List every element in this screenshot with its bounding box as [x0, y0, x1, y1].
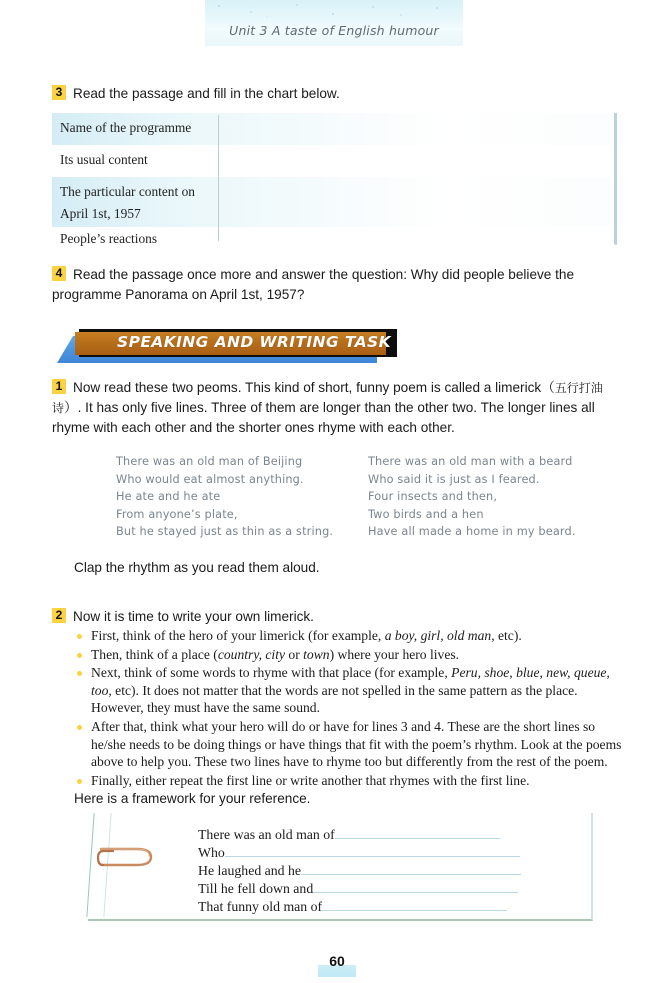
poem-right-line-1: There was an old man with a beard: [368, 455, 573, 468]
framework-blank-5[interactable]: [322, 897, 507, 911]
framework-intro-text: Here is a framework for your reference.: [74, 791, 311, 806]
page-number: 60: [329, 953, 345, 969]
limerick-steps-list: [74, 627, 626, 790]
chart-row-label-usual-content: Its usual content: [60, 152, 148, 167]
chart-answer-cell-1[interactable]: [219, 113, 614, 145]
exercise-2-number: 2: [52, 608, 66, 623]
poem-right: [368, 453, 576, 541]
exercise-1-text-part2: ）. It has only five lines. Three of them are longer than the other two. The longer lines all rhyme with each other and the shorter ones rhyme with each other.: [52, 400, 595, 435]
poem-left-line-2: Who would eat almost anything.: [116, 472, 304, 486]
chart-row-label-particular-content-line1: The particular content on: [60, 184, 195, 199]
chart-row-label-programme-name: Name of the programme: [60, 120, 192, 135]
exercise-1-text-part1: Now read these two peoms. This kind of short, funny poem is called a limerick（: [73, 380, 555, 395]
exercise-3-instruction: [52, 84, 622, 104]
section-banner-title: SPEAKING AND WRITING TASK: [117, 333, 391, 351]
poem-right-line-5: Have all made a home in my beard.: [368, 525, 576, 539]
running-head: [205, 0, 463, 46]
section-banner: [57, 329, 397, 365]
framework-line-5-text: That funny old man of: [198, 899, 323, 914]
exercise-3-text: Read the passage and fill in the chart below.: [73, 86, 340, 101]
page-number-box: [318, 950, 356, 977]
framework-answer-lines: [198, 825, 578, 915]
poem-right-line-2: Who said it is just as I feared.: [368, 472, 540, 486]
poem-left-line-5: But he stayed just as thin as a string.: [116, 525, 334, 539]
framework-line-1-text: There was an old man of: [198, 827, 335, 842]
framework-blank-1[interactable]: [335, 825, 500, 839]
framework-line-2-text: Who: [198, 845, 225, 860]
chart-answer-cell-2[interactable]: [219, 145, 614, 177]
list-item: Finally, either repeat the first line or write another that rhymes with the first line.: [74, 772, 626, 790]
exercise-1-instruction: [52, 378, 632, 438]
chart-row-label-peoples-reactions: People’s reactions: [60, 231, 158, 246]
poem-closing-instruction: Clap the rhythm as you read them aloud.: [74, 560, 320, 575]
exercise-3-number: 3: [52, 85, 66, 100]
framework-line-5: [198, 897, 578, 915]
poem-left-line-4: From anyone’s plate,: [116, 507, 238, 521]
paperclip-icon: [97, 842, 155, 872]
framework-blank-4[interactable]: [313, 879, 518, 893]
limerick-framework-note: [88, 813, 593, 921]
exercise-1-number: 1: [52, 379, 66, 394]
running-head-texture: [205, 0, 463, 22]
framework-blank-2[interactable]: [225, 843, 520, 857]
framework-line-2: [198, 843, 578, 861]
limerick-steps-ul: [74, 627, 626, 789]
framework-blank-3[interactable]: [301, 861, 521, 875]
chart-row-label-particular-content-line2: April 1st, 1957: [60, 206, 141, 221]
poem-left-line-1: There was an old man of Beijing: [116, 455, 303, 468]
exercise-1-chinese-gloss: 五行打油诗: [52, 381, 603, 415]
framework-line-3: [198, 861, 578, 879]
poem-left-line-3: He ate and he ate: [116, 490, 221, 504]
exercise-2-instruction: [52, 607, 632, 627]
exercise-4-instruction: [52, 265, 632, 305]
list-item: Next, think of some words to rhyme with that place (for example, Peru, shoe, blue, new, queue, too, etc). It does not matter that the words are not spelled in the same pattern as the place. However, they must have the same sound.: [74, 664, 626, 717]
exercise-2-text: Now it is time to write your own limerick.: [73, 609, 314, 624]
framework-line-4: [198, 879, 578, 897]
framework-line-1: [198, 825, 578, 843]
chart-answer-cell-3[interactable]: [219, 177, 614, 227]
list-item: First, think of the hero of your limerick (for example, a boy, girl, old man, etc).: [74, 627, 626, 645]
framework-line-3-text: He laughed and he: [198, 863, 302, 878]
programme-chart: [52, 113, 617, 245]
running-head-title: Unit 3 A taste of English humour: [229, 23, 439, 38]
exercise-4-text: Read the passage once more and answer the question: Why did people believe the programme Panorama on April 1st, 1957?: [52, 267, 575, 302]
exercise-4-number: 4: [52, 266, 66, 281]
list-item: Then, think of a place (country, city or town) where your hero lives.: [74, 646, 626, 664]
list-item: After that, think what your hero will do or have for lines 3 and 4. These are the short lines so he/she needs to be doing things or have things that fit with the poem’s rhythm. Look at the poems above to help you. These two lines have to rhyme too but differently from the rest of the poem.: [74, 718, 626, 771]
poem-right-line-4: Two birds and a hen: [368, 507, 484, 521]
poem-left: [116, 453, 333, 541]
chart-answer-cell-4[interactable]: [219, 227, 614, 245]
framework-line-4-text: Till he fell down and: [198, 881, 314, 896]
poem-right-line-3: Four insects and then,: [368, 490, 498, 504]
